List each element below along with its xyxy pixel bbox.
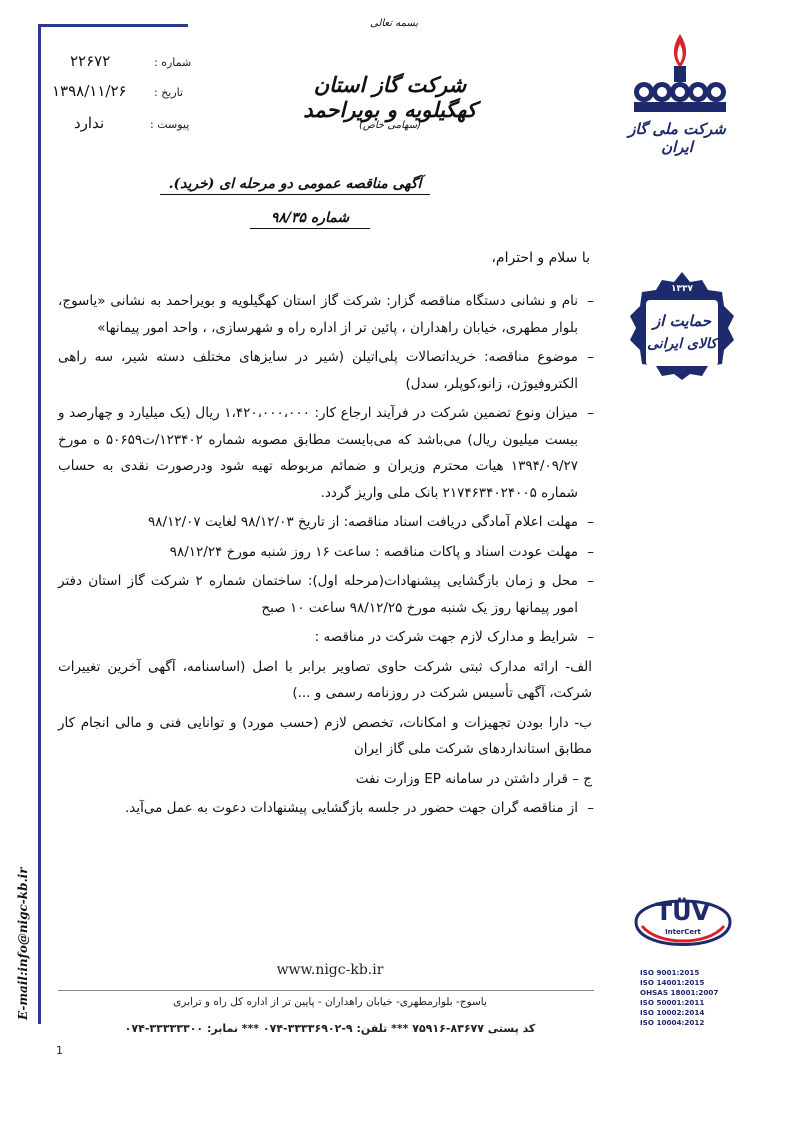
logo-caption: شرکت ملی گاز ایران — [628, 120, 726, 156]
iso-item: ISO 14001:2015 — [640, 978, 705, 987]
list-item: – محل و زمان بازگشایی پیشنهادات(مرحله اول): ساختمان شماره ۲ شرکت گاز استان دفتر امور پیمانها روز یک شنبه مورخ ۹۸/۱۲/۲۵ ساعت ۱۰ صبح — [58, 568, 592, 621]
page-number: 1 — [56, 1044, 63, 1057]
iso-item: ISO 10004:2012 — [640, 1018, 705, 1027]
tuv-mark: TÜV — [655, 898, 711, 926]
support-iranian-goods-badge — [628, 270, 736, 382]
tender-number: شماره ۹۸/۳۵ — [250, 210, 370, 229]
iso-list — [640, 968, 750, 1028]
footer-address: یاسوج- بلوارمطهری- خیابان راهداران - پایین تر از اداره کل راه و ترابری — [173, 996, 487, 1008]
list-item: – شرایط و مدارک لازم جهت شرکت در مناقصه : — [58, 624, 592, 651]
list-item: – میزان ونوع تضمین شرکت در فرآیند ارجاع کار: ۱،۴۲۰،۰۰۰،۰۰۰ ریال (یک میلیارد و چهارصد و بیست میلیون ریال) می‌باشد که می‌بایست مطابق مصوبه شماره ۱۲۳۴۰۲/ت۵۰۶۵۹ ه مورخ ۱۳۹۴/۰۹/۲۷ هیات محترم وزیران و ضمائم مربوطه تهیه شود ودرصورت نقدی به حساب شماره ۲۱۷۴۶۳۴۰۲۴۰۰۵ بانک ملی واریز گردد. — [58, 400, 592, 506]
tender-body — [58, 288, 592, 825]
list-item: – مهلت اعلام آمادگی دریافت اسناد مناقصه: از تاریخ ۹۸/۱۲/۰۳ لغایت ۹۸/۱۲/۰۷ — [58, 509, 592, 536]
iso-item: ISO 10002:2014 — [640, 1008, 705, 1017]
number-label: شماره : — [154, 56, 192, 69]
condition-item: الف- ارائه مدارک ثبتی شرکت حاوی تصاویر برابر با اصل (اساسنامه، آگهی آخرین تغییرات شرکت، آگهی تأسیس شرکت در روزنامه رسمی و ...) — [58, 658, 592, 701]
iso-item: OHSAS 18001:2007 — [640, 988, 719, 997]
badge-line-1: حمایت از — [652, 312, 712, 330]
footer-contact: کد پستی ۸۳۶۷۷-۷۵۹۱۶ *** تلفن: ۹-۳۳۳۳۶۹۰۲-۰۷۴ *** نمابر: ۳۳۳۳۳۳۰۰-۰۷۴ — [124, 1022, 536, 1035]
header-meta — [50, 52, 220, 142]
intercert-mark: InterCert — [665, 928, 701, 936]
company-subtitle: (سهامی خاص) — [358, 120, 422, 131]
tender-title: آگهی مناقصه عمومی دو مرحله ای (خرید). — [160, 176, 430, 195]
closing-line: – از مناقصه گران جهت حضور در جلسه بازگشایی پیشنهادات دعوت به عمل می‌آید. — [58, 795, 592, 822]
date-value: ۱۳۹۸/۱۱/۲۶ — [52, 82, 127, 100]
attachment-label: پیوست : — [150, 118, 190, 131]
iso-item: ISO 9001:2015 — [640, 968, 700, 977]
date-label: تاریخ : — [154, 86, 184, 99]
list-item: – مهلت عودت اسناد و پاکات مناقصه : ساعت ۱۶ روز شنبه مورخ ۹۸/۱۲/۲۴ — [58, 539, 592, 566]
company-title: شرکت گاز استان کهگیلویه و بویراحمد — [303, 72, 477, 122]
footer-divider — [58, 990, 594, 991]
iso-item: ISO 50001:2011 — [640, 998, 705, 1007]
tuv-logo-icon — [628, 882, 738, 968]
top-border-rule — [38, 24, 188, 27]
badge-year: ۱۳۳۷ — [671, 284, 693, 294]
left-border-rule — [38, 24, 41, 1024]
list-item: – نام و نشانی دستگاه مناقصه گزار: شرکت گاز استان کهگیلویه و بویراحمد به نشانی «یاسوج، بلوار مطهری، خیابان راهداران ، پائین تر از اداره راه و شهرسازی، ، واحد امور پیمانها» — [58, 288, 592, 341]
number-value: ۲۲۶۷۲ — [70, 52, 111, 70]
list-item: – موضوع مناقصه: خریداتصالات پلی‌اتیلن (شیر در سایزهای مختلف دسته شیر، سه راهی الکتروفیوژن، زانو،کوپلر، سدل) — [58, 344, 592, 397]
greeting: با سلام و احترام، — [491, 250, 590, 266]
badge-line-2: کالای ایرانی — [647, 336, 717, 352]
basmala: بسمه تعالی — [370, 18, 419, 29]
vertical-email: E-mail:info@nigc-kb.ir — [16, 867, 30, 1020]
website-link[interactable]: www.nigc-kb.ir — [276, 962, 384, 978]
condition-item: ب- دارا بودن تجهیزات و امکانات، تخصص لازم (حسب مورد) و توانایی فنی و مالی انجام کار مطابق استانداردهای شرکت ملی گاز ایران — [58, 714, 592, 757]
attachment-value: ندارد — [74, 114, 105, 132]
condition-item: ج – قرار داشتن در سامانه EP وزارت نفت — [355, 770, 592, 787]
